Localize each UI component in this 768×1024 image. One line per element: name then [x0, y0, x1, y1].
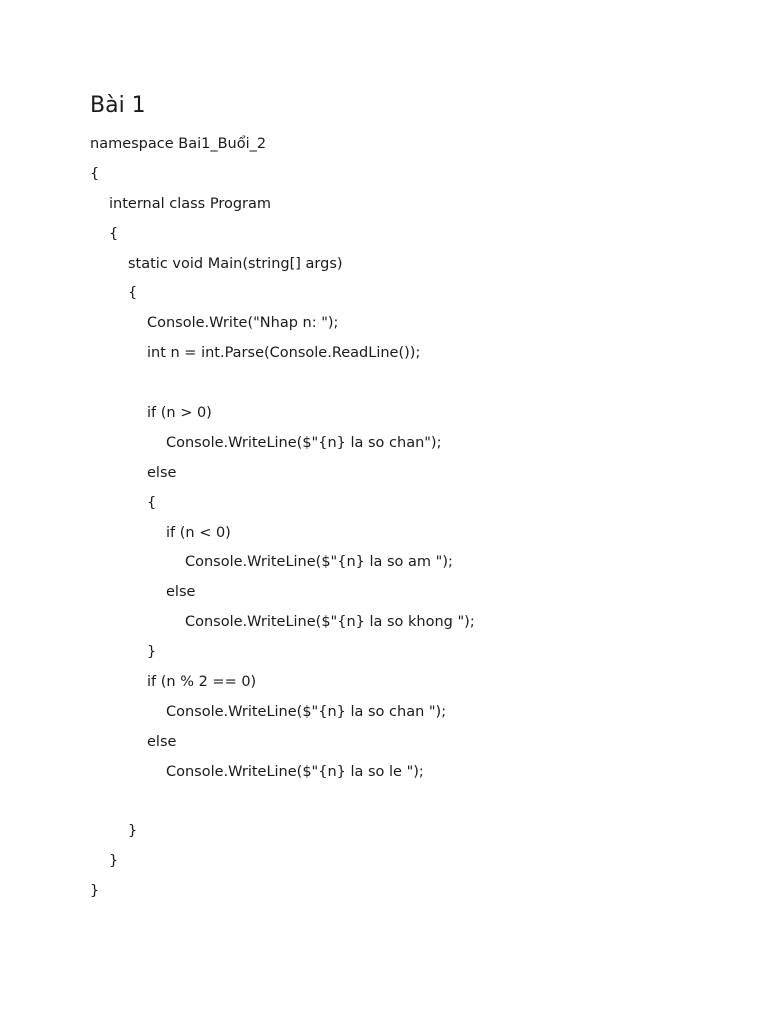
code-line — [90, 788, 728, 818]
code-line: Console.Write("Nhap n: "); — [147, 315, 339, 332]
document-heading: Bài 1 — [90, 93, 146, 118]
code-line: Console.WriteLine($"{n} la so le "); — [166, 763, 424, 780]
code-line: } — [128, 823, 138, 840]
code-line: if (n < 0) — [166, 524, 231, 541]
code-line: internal class Program — [109, 195, 272, 212]
code-line: { — [90, 165, 100, 182]
code-line: Console.WriteLine($"{n} la so am "); — [185, 554, 453, 571]
code-line: Console.WriteLine($"{n} la so chan "); — [166, 703, 447, 720]
code-line: Console.WriteLine($"{n} la so khong "); — [185, 614, 475, 631]
code-line: else — [147, 733, 177, 750]
code-line: namespace Bai1_Buổi_2 — [90, 136, 267, 152]
code-line: } — [90, 883, 100, 900]
code-line: if (n % 2 == 0) — [147, 674, 257, 691]
code-line: Console.WriteLine($"{n} la so chan"); — [166, 434, 442, 451]
code-line: int n = int.Parse(Console.ReadLine()); — [147, 345, 421, 362]
code-line: { — [109, 225, 119, 242]
code-line — [90, 369, 728, 399]
code-line: else — [166, 584, 196, 601]
code-block — [90, 130, 728, 907]
code-line: static void Main(string[] args) — [128, 255, 343, 272]
code-line: { — [147, 494, 157, 511]
code-line: } — [147, 644, 157, 661]
code-line: else — [147, 464, 177, 481]
code-line: { — [128, 285, 138, 302]
code-line: } — [109, 853, 119, 870]
code-line: if (n > 0) — [147, 405, 212, 422]
document-page — [90, 88, 728, 907]
